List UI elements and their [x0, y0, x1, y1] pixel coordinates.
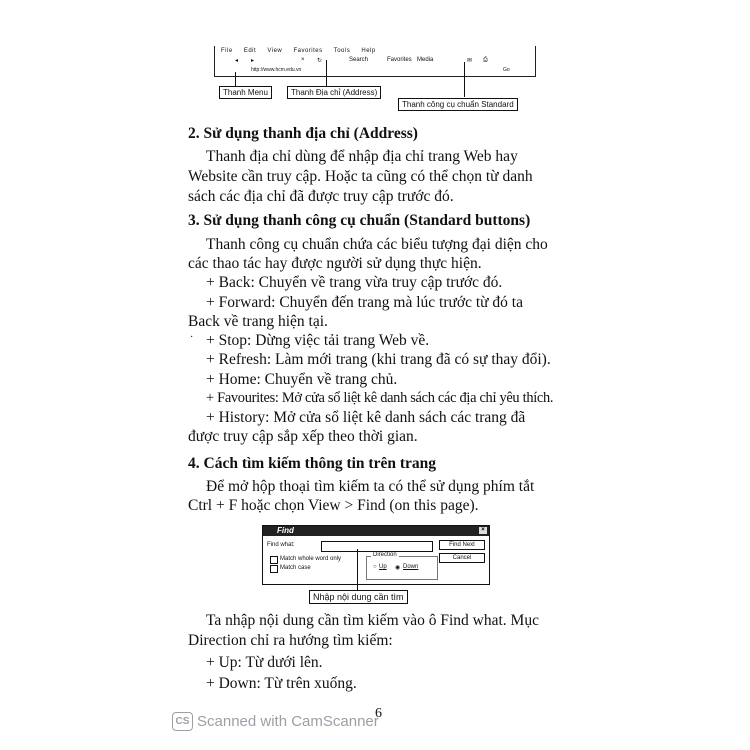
paragraph-line: Để mở hộp thoại tìm kiếm ta có thể sử dụng phím tắt	[206, 478, 535, 495]
list-item: + Stop: Dừng việc tải trang Web về.	[206, 332, 430, 349]
menu-item-view[interactable]: View	[267, 48, 283, 54]
match-case-label: Match case	[280, 565, 311, 571]
match-whole-word-label: Match whole word only	[280, 556, 342, 562]
find-what-label: Find what:	[267, 542, 295, 548]
list-item: + Refresh: Làm mới trang (khi trang đã có sự thay đổi).	[206, 351, 551, 368]
back-icon[interactable]: ◂	[235, 58, 239, 64]
menu-bar	[221, 48, 385, 54]
connector-line	[357, 549, 358, 591]
paragraph-line: Direction chỉ ra hướng tìm kiếm:	[188, 632, 393, 649]
refresh-icon[interactable]: ↻	[317, 58, 323, 64]
list-item: + History: Mở cửa sổ liệt kê danh sách các trang đã	[206, 409, 526, 426]
list-item: + Forward: Chuyển đến trang mà lúc trước từ đó ta	[206, 294, 523, 311]
paragraph-line: Ta nhập nội dung cần tìm kiếm vào ô Find what. Mục	[206, 612, 539, 629]
section-heading-address: 2. Sử dụng thanh địa chỉ (Address)	[188, 125, 418, 142]
cancel-button[interactable]: Cancel	[439, 553, 485, 563]
dialog-title-bar	[263, 526, 489, 536]
connector-line	[326, 60, 327, 86]
paragraph-line: Ctrl + F hoặc chọn View > Find (on this page).	[188, 497, 479, 514]
close-icon[interactable]: ×	[479, 527, 487, 534]
mail-icon[interactable]: ✉	[467, 58, 473, 64]
paragraph-line: Thanh công cụ chuẩn chứa các biểu tượng đại diện cho	[206, 236, 548, 253]
paragraph-line: các thao tác hay được người sử dụng thực hiện.	[188, 255, 482, 272]
find-dialog	[262, 525, 490, 585]
callout-standard-bar: Thanh công cụ chuẩn Standard	[398, 98, 518, 111]
media-button[interactable]: Media	[417, 57, 434, 63]
list-item: + Favourites: Mở cửa sổ liệt kê danh sách các địa chỉ yêu thích.	[206, 390, 554, 406]
page-number: 6	[375, 706, 382, 721]
callout-find-input: Nhập nội dung cần tìm	[309, 590, 408, 604]
list-item: + Up: Từ dưới lên.	[206, 654, 323, 671]
direction-down-radio[interactable]: ◉	[395, 565, 401, 571]
scan-mark: ·	[190, 332, 194, 343]
connector-line	[464, 62, 465, 97]
stop-icon[interactable]: ×	[301, 57, 305, 63]
print-icon[interactable]: ⎙	[483, 57, 488, 63]
list-item: + Back: Chuyển về trang vừa truy cập trước đó.	[206, 274, 503, 291]
find-next-button[interactable]: Find Next	[439, 540, 485, 550]
direction-up-label: Up	[379, 564, 387, 570]
dialog-title: Find	[277, 526, 294, 535]
match-whole-word-checkbox[interactable]	[270, 556, 278, 564]
favorites-button[interactable]: Favorites	[387, 57, 412, 63]
connector-line	[235, 72, 236, 86]
direction-down-label: Down	[403, 564, 419, 570]
callout-menu-bar: Thanh Menu	[219, 86, 272, 99]
menu-item-favorites[interactable]: Favorites	[293, 48, 323, 54]
list-item: + Down: Từ trên xuống.	[206, 675, 357, 692]
find-what-input[interactable]	[321, 541, 433, 552]
section-heading-find: 4. Cách tìm kiếm thông tin trên trang	[188, 455, 436, 472]
camscanner-logo-icon: CS	[172, 712, 193, 731]
go-button[interactable]: Go	[503, 67, 510, 73]
list-item: được truy cập sắp xếp theo thời gian.	[188, 428, 418, 445]
search-button[interactable]: Search	[349, 57, 369, 63]
scanner-watermark: Scanned with CamScanner	[197, 713, 379, 730]
callout-address-bar: Thanh Địa chỉ (Address)	[287, 86, 381, 99]
paragraph-line: Thanh địa chỉ dùng để nhập địa chỉ trang Web hay	[206, 148, 518, 165]
section-heading-standard-buttons: 3. Sử dụng thanh công cụ chuẩn (Standard buttons)	[188, 212, 531, 229]
forward-icon[interactable]: ▸	[251, 58, 255, 64]
menu-item-edit[interactable]: Edit	[243, 48, 257, 54]
paragraph-line: Website cần truy cập. Hoặc ta cũng có thể chọn từ danh	[188, 168, 533, 185]
menu-item-file[interactable]: File	[221, 48, 233, 54]
direction-label: Direction	[373, 552, 397, 558]
menu-item-help[interactable]: Help	[361, 48, 376, 54]
address-input[interactable]: http://www.hcm.edu.vn	[251, 67, 302, 73]
list-item: Back về trang hiện tại.	[188, 313, 328, 330]
menu-item-tools[interactable]: Tools	[333, 48, 351, 54]
direction-up-radio[interactable]: ○	[373, 564, 377, 570]
list-item: + Home: Chuyển về trang chủ.	[206, 371, 398, 388]
browser-toolbar-figure	[214, 46, 536, 77]
match-case-checkbox[interactable]	[270, 565, 278, 573]
paragraph-line: sách các địa chỉ đã được truy cập trước đó.	[188, 188, 454, 205]
